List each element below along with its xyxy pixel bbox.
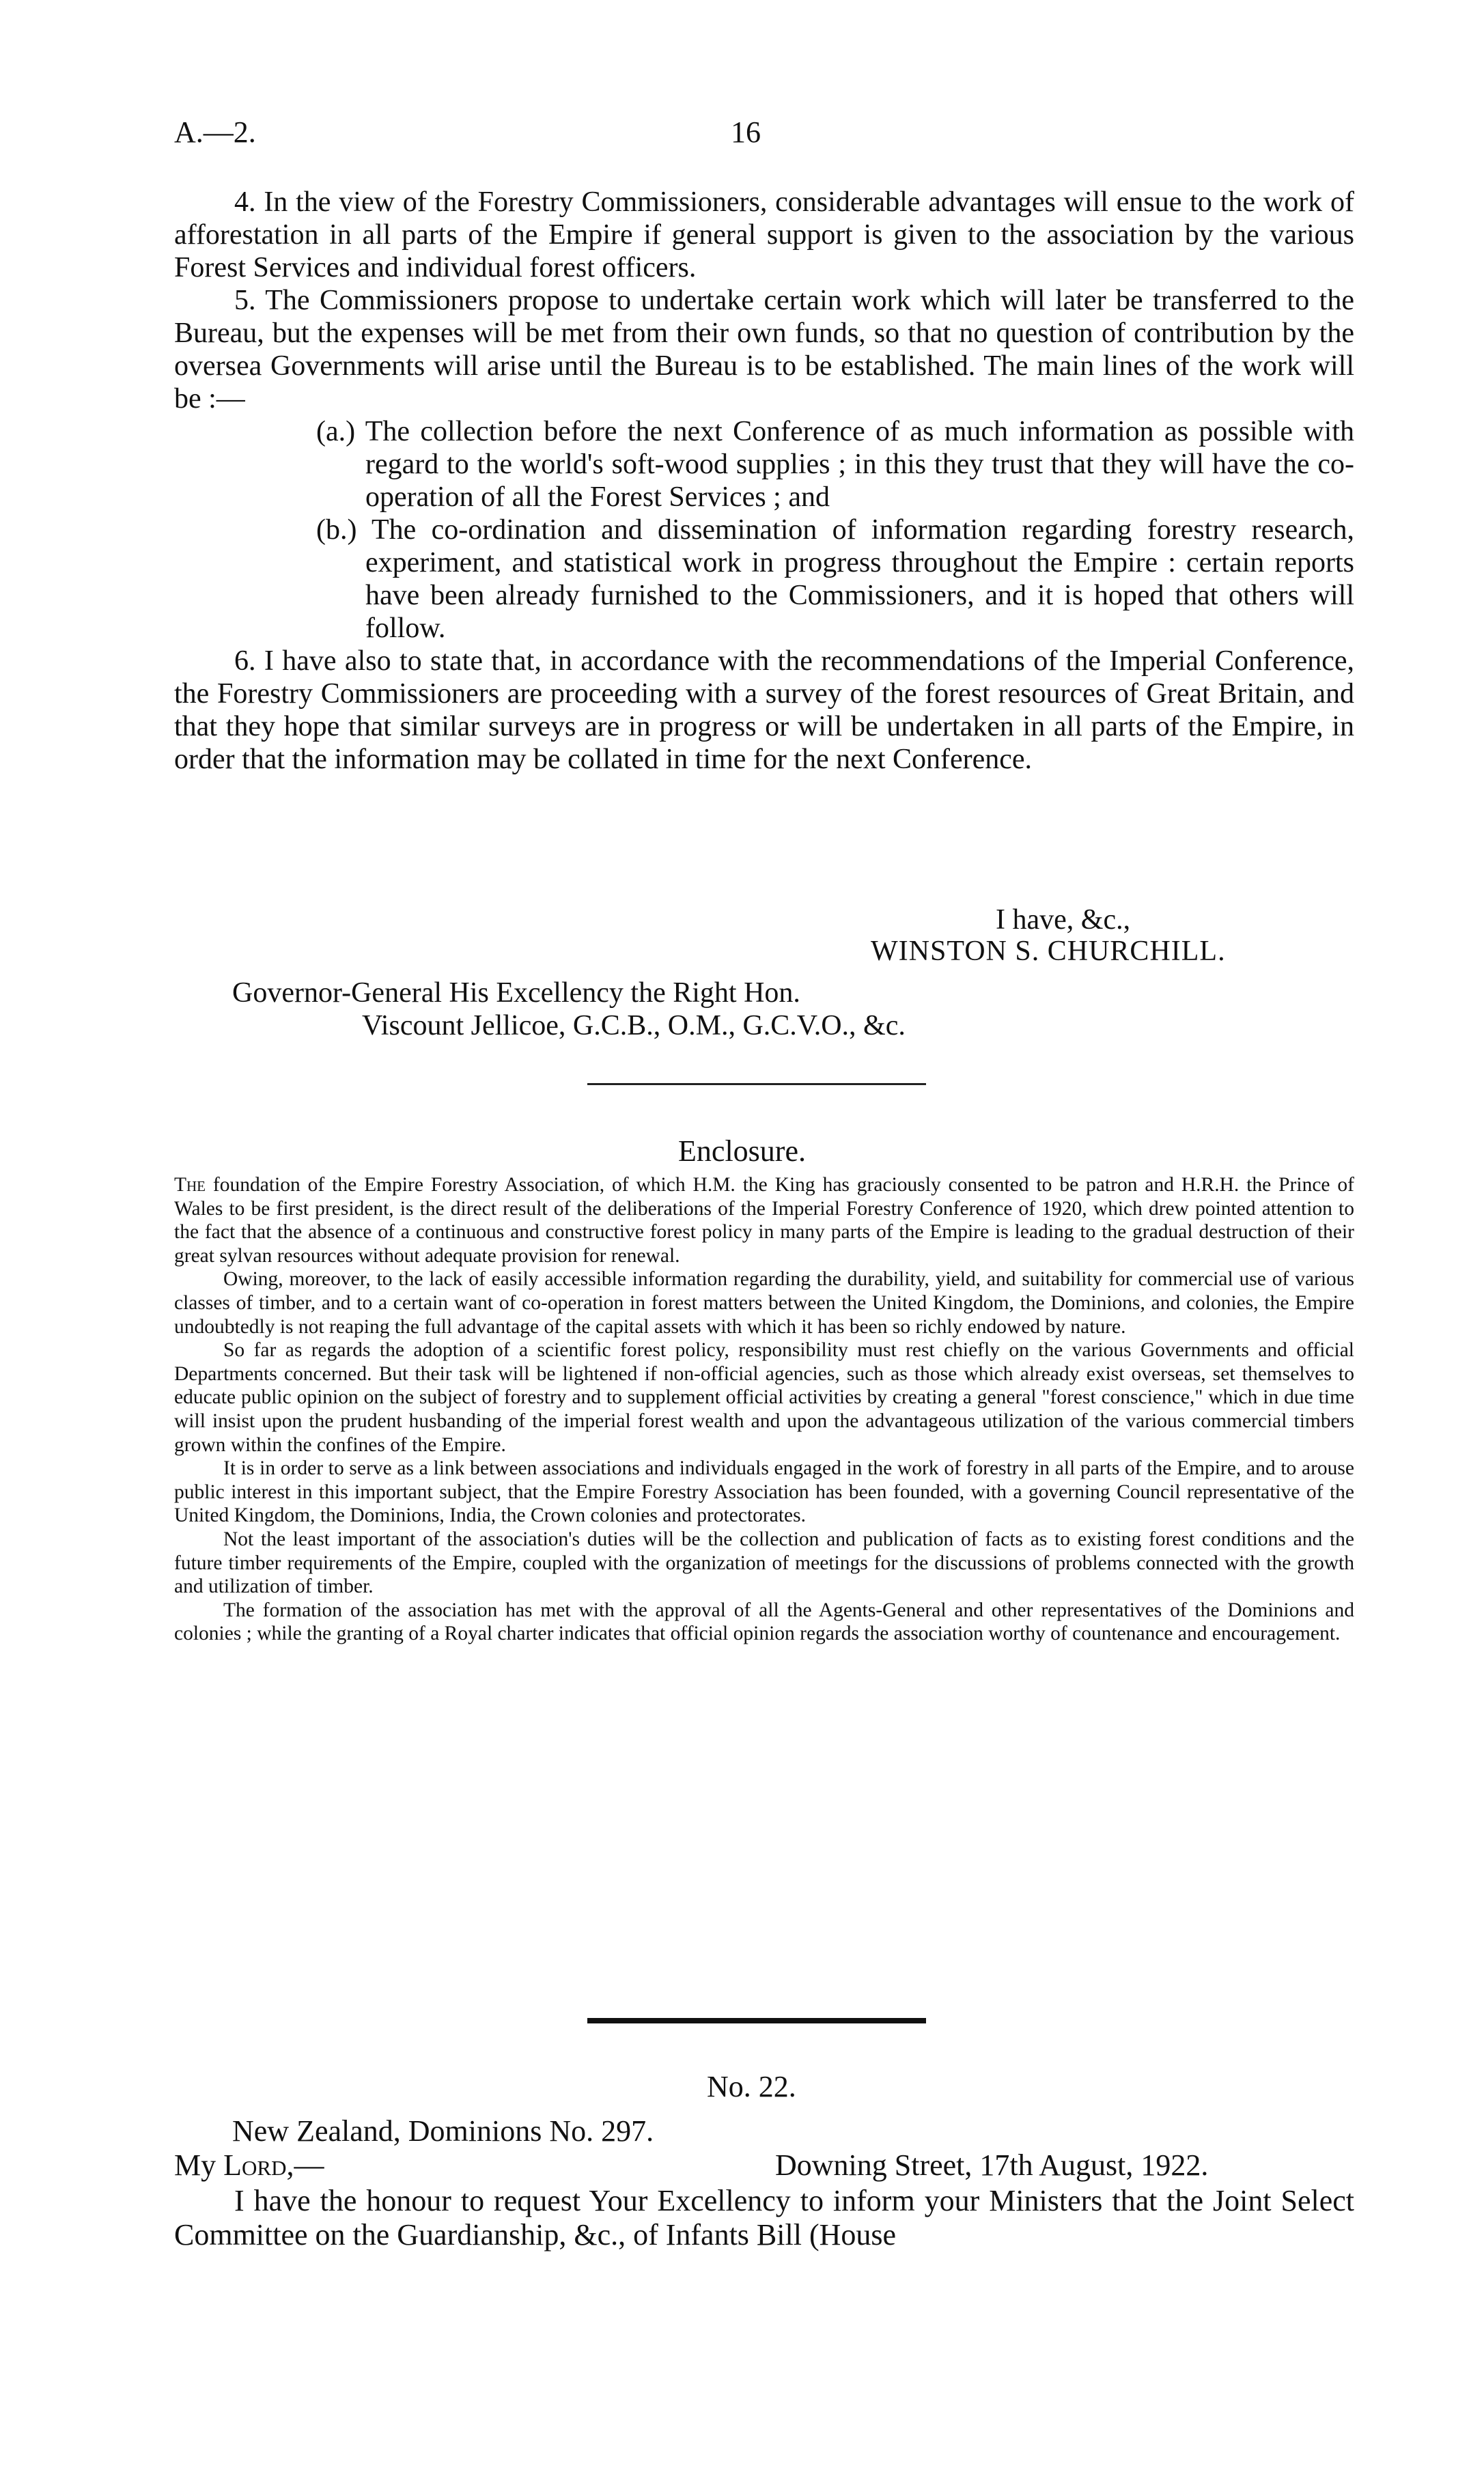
letter-22-body — [174, 2184, 1354, 2252]
letter-divider — [587, 2018, 926, 2023]
paragraph-5: 5. The Commissioners propose to undertake certain work which will later be transferred to the Bureau, but the expenses will be met from their own funds, so that no question of contribution by the oversea Governments will arise until the Bureau is to be established. The main lines of the work will be :— — [174, 285, 1354, 415]
salutation-rest: ord,— — [242, 2148, 324, 2182]
section-divider — [587, 1083, 926, 1085]
enclosure-body — [174, 1173, 1354, 1646]
letter-reference: New Zealand, Dominions No. 297. — [232, 2114, 654, 2148]
addressee-line-1: Governor-General His Excellency the Right Hon. — [232, 977, 800, 1009]
letter-number: No. 22. — [707, 2070, 796, 2103]
place-date: Downing Street, 17th August, 1922. — [775, 2148, 1209, 2182]
enclosure-paragraph-2: Owing, moreover, to the lack of easily accessible information regarding the durability, yield, and suitability for commercial use of various classes of timber, and to a certain want of co-operation in forest matters between the United Kingdom, the Dominions, and colonies, the Empire undoubtedly is not reaping the full advantage of the capital assets with which it has been so richly endowed by nature. — [174, 1268, 1354, 1338]
letter-body — [174, 186, 1354, 776]
signature: WINSTON S. CHURCHILL. — [871, 936, 1226, 967]
page-number: 16 — [731, 115, 761, 149]
series-reference: A.—2. — [174, 115, 256, 149]
paragraph-4: 4. In the view of the Forestry Commissioners, considerable advantages will ensue to the work of afforestation in all parts of the Empire if general support is given to the association by the various Forest Services and individual forest officers. — [174, 186, 1354, 283]
addressee-line-2: Viscount Jellicoe, G.C.B., O.M., G.C.V.O., &c. — [362, 1010, 906, 1041]
closing-line: I have, &c., — [996, 904, 1131, 936]
enclosure-first-word: The — [174, 1174, 206, 1196]
enclosure-paragraph-4: It is in order to serve as a link between associations and individuals engaged in the work of forestry in all parts of the Empire, and to arouse public interest in this important subject, that the Empire Forestry Association has been founded, with a governing Council representative of the United Kingdom, the Dominions, India, the Crown colonies and protectorates. — [174, 1457, 1354, 1527]
enclosure-paragraph-3: So far as regards the adoption of a scientific forest policy, responsibility must rest chiefly on the various Governments and official Departments concerned. But their task will be lightened if non-official agencies, such as those which already exist overseas, set themselves to educate public opinion on the subject of forestry and to supplement official activities by creating a general "forest conscience," which in due time will insist upon the prudent husbanding of the imperial forest wealth and upon the advantageous utilization of the various commercial timbers grown within the confines of the Empire. — [174, 1339, 1354, 1456]
salutation-first: My L — [174, 2148, 242, 2182]
letter-22-paragraph-1: I have the honour to request Your Excellency to inform your Ministers that the Joint Select Committee on the Guardianship, &c., of Infants Bill (House — [174, 2184, 1354, 2252]
enclosure-first-rest: foundation of the Empire Forestry Association, of which H.M. the King has graciously consented to be patron and H.R.H. the Prince of Wales to be first president, is the direct result of the deliberations of the Imperial Forestry Conference of 1920, which drew pointed attention to the fact that the absence of a continuous and constructive forest policy in many parts of the Empire is leading to the gradual destruction of their great sylvan resources without adequate provision for renewal. — [174, 1174, 1354, 1267]
enclosure-paragraph-5: Not the least important of the association's duties will be the collection and publication of facts as to existing forest conditions and the future timber requirements of the Empire, coupled with the organization of meetings for the discussions of problems connected with the growth and utilization of timber. — [174, 1528, 1354, 1598]
list-item-a: (a.) The collection before the next Conference of as much information as possible with regard to the world's soft-wood supplies ; in this they trust that they will have the co-operation of all the Forest Services ; and — [316, 416, 1354, 513]
list-item-b: (b.) The co-ordination and dissemination of information regarding forestry research, experiment, and statistical work in progress throughout the Empire : certain reports have been already furnished to the Commissioners, and it is hoped that others will follow. — [316, 514, 1354, 644]
enclosure-title: Enclosure. — [678, 1134, 806, 1168]
enclosure-paragraph-1 — [174, 1173, 1354, 1267]
enclosure-paragraph-6: The formation of the association has met with the approval of all the Agents-General and other representatives of the Dominions and colonies ; while the granting of a Royal charter indicates that official opinion regards the association worthy of countenance and encouragement. — [174, 1599, 1354, 1645]
paragraph-6: 6. I have also to state that, in accordance with the recommendations of the Imperial Conference, the Forestry Commissioners are proceeding with a survey of the forest resources of Great Britain, and that they hope that similar surveys are in progress or will be undertaken in all parts of the Empire, in order that the information may be collated in time for the next Conference. — [174, 645, 1354, 775]
salutation — [174, 2148, 324, 2183]
